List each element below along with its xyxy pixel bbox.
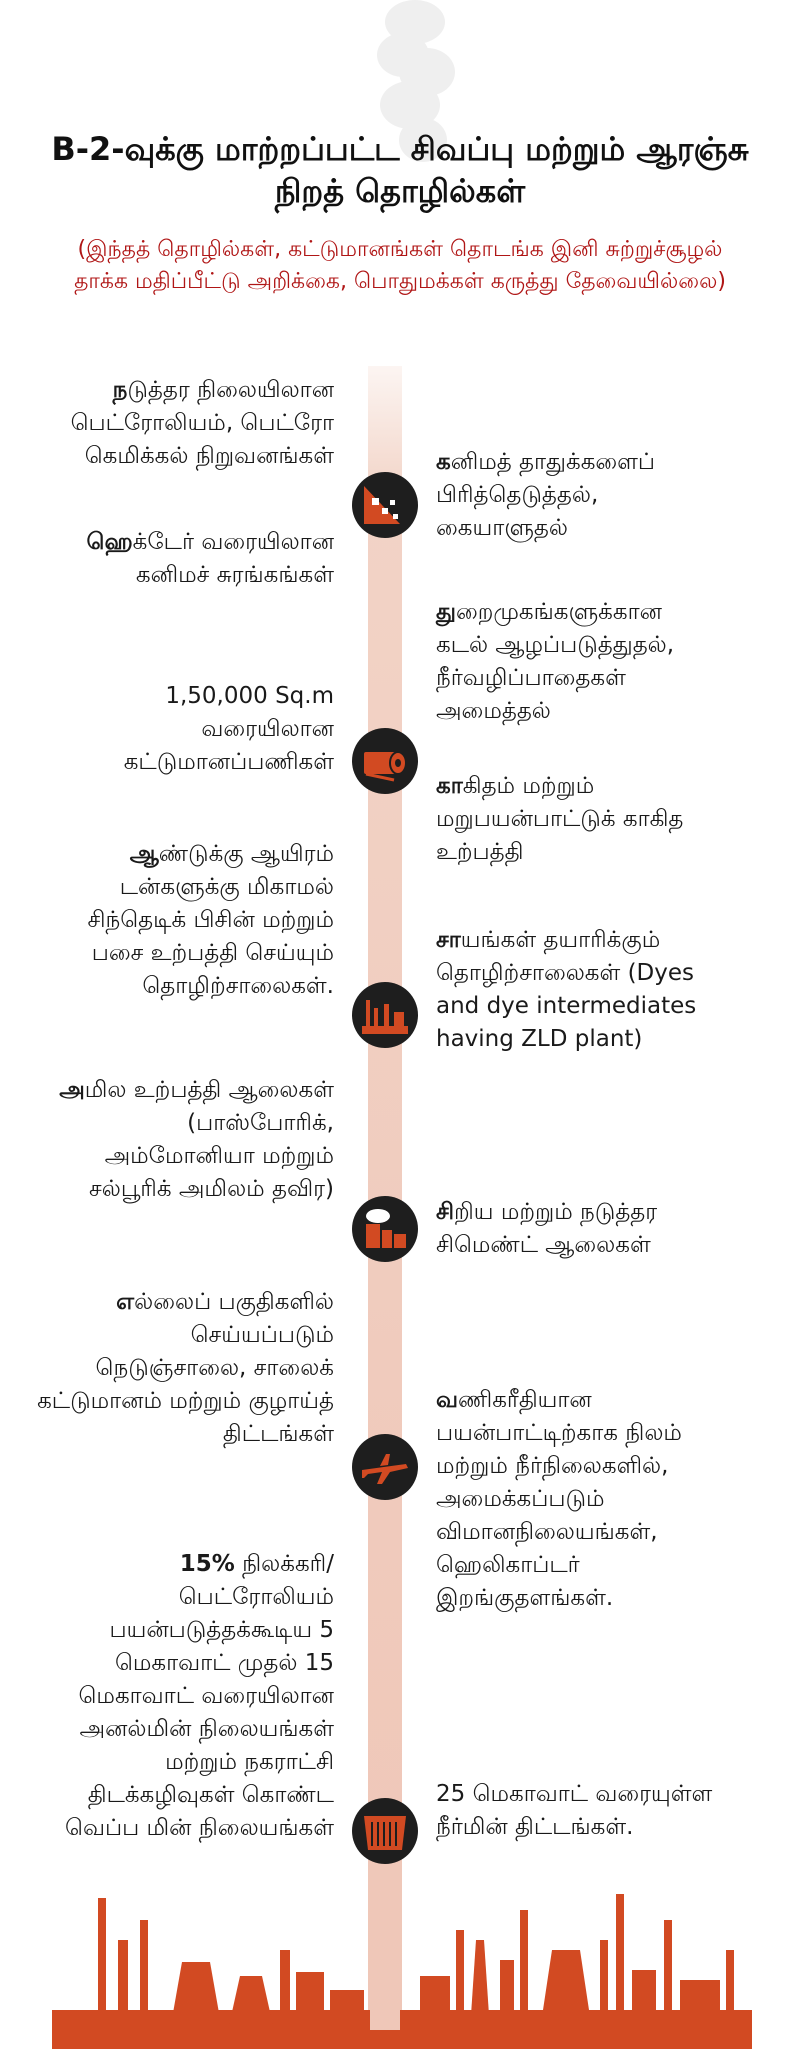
dam-icon xyxy=(352,1798,418,1864)
airplane-icon xyxy=(352,1434,418,1500)
page-title: B-2-வுக்கு மாற்றப்பட்ட சிவப்பு மற்றும் ஆரஞ்சு நிறத் தொழில்கள் xyxy=(51,130,749,210)
right-item-paper: காகிதம் மற்றும் மறுபயன்பாட்டுக் காகித உற்பத்தி xyxy=(436,773,684,865)
factory-icon xyxy=(352,982,418,1048)
left-item-resin: ஆண்டுக்கு ஆயிரம் டன்களுக்கு மிகாமல் சிந்தெடிக் பிசின் மற்றும் பசை உற்பத்தி செய்யும் தொழிற்சாலைகள். xyxy=(87,841,334,999)
right-item-dyes: சாயங்கள் தயாரிக்கும் தொழிற்சாலைகள் (Dyes and dye intermediates having ZLD plant) xyxy=(436,927,697,1052)
paper-roll-icon xyxy=(352,728,418,794)
right-item-dredging: துறைமுகங்களுக்கான கடல் ஆழப்படுத்துதல், நீர்வழிப்பாதைகள் அமைத்தல் xyxy=(436,599,675,724)
left-item-acid: அமில உற்பத்தி ஆலைகள் (பாஸ்போரிக், அம்மோனியா மற்றும் சல்பூரிக் அமிலம் தவிர) xyxy=(59,1077,334,1202)
industrial-skyline-icon xyxy=(0,1880,800,2049)
left-item-construction: 1,50,000 Sq.m வரையிலான கட்டுமானப்பணிகள் xyxy=(123,683,334,775)
right-item-hydro: 25 மெகாவாட் வரையுள்ள நீர்மின் திட்டங்கள். xyxy=(436,1781,713,1840)
mining-icon xyxy=(352,472,418,538)
page-subtitle: (இந்தத் தொழில்கள், கட்டுமானங்கள் தொடங்க இனி சுற்றுச்சூழல் தாக்க மதிப்பீட்டு அறிக்கை, பொதுமக்கள் கருத்து தேவையில்லை) xyxy=(74,237,726,294)
left-item-thermal: 15% நிலக்கரி/ பெட்ரோலியம் பயன்படுத்தக்கூடிய 5 மெகாவாட் முதல் 15 மெகாவாட் வரையிலான அனல்மின் நிலையங்கள் மற்றும் நகராட்சி திடக்கழிவுகள் கொண்ட வெப்ப மின் நிலையங்கள் xyxy=(65,1551,334,1841)
left-item-mining: ஹெக்டேர் வரையிலான கனிமச் சுரங்கங்கள் xyxy=(86,529,334,588)
right-item-airport: வணிகரீதியான பயன்பாட்டிற்காக நிலம் மற்றும் நீர்நிலைகளில், அமைக்கப்படும் விமானநிலையங்கள், ஹெலிகாப்டர் இறங்குதளங்கள். xyxy=(436,1387,682,1611)
right-item-mineral: கனிமத் தாதுக்களைப் பிரித்தெடுத்தல், கையாளுதல் xyxy=(436,449,656,541)
cement-plant-icon xyxy=(352,1196,418,1262)
left-item-highway: எல்லைப் பகுதிகளில் செய்யப்படும் நெடுஞ்சாலை, சாலைக் கட்டுமானம் மற்றும் குழாய்த் திட்டங்கள் xyxy=(37,1289,334,1447)
left-item-petroleum: நடுத்தர நிலையிலான பெட்ரோலியம், பெட்ரோ கெமிக்கல் நிறுவனங்கள் xyxy=(70,377,334,469)
right-item-cement: சிறிய மற்றும் நடுத்தர சிமெண்ட் ஆலைகள் xyxy=(436,1199,658,1258)
